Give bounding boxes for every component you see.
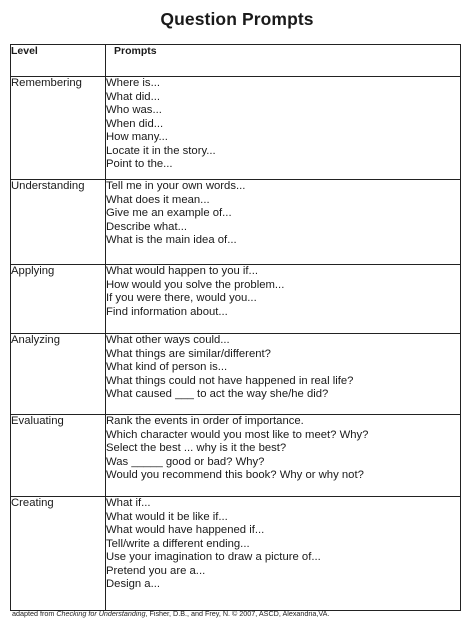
prompt-line: What would happen to you if... [106, 265, 258, 277]
prompt-line: What is the main idea of... [106, 234, 237, 246]
prompt-line: What things could not have happened in real life? [106, 374, 354, 387]
citation-details: , Fisher, D.B., and Frey, N. © 2007, ASCD, Alexandria,VA. [145, 609, 330, 618]
level-cell: Analyzing [11, 334, 106, 415]
prompt-line: What things are similar/different? [106, 347, 271, 360]
table-row [11, 334, 461, 415]
prompt-line: What did... [106, 90, 160, 103]
prompt-line: Where is... [106, 77, 160, 89]
prompt-line: Design a... [106, 578, 161, 590]
table-row [11, 77, 461, 180]
prompt-line: How would you solve the problem... [106, 278, 285, 291]
table-row [11, 180, 461, 265]
level-cell: Remembering [11, 77, 106, 180]
prompt-line: What kind of person is... [106, 361, 228, 373]
prompt-line: Find information about... [106, 305, 228, 318]
level-cell: Understanding [11, 180, 106, 265]
prompt-line: If you were there, would you... [106, 292, 257, 304]
prompt-line: Point to the... [106, 158, 173, 170]
prompts-cell [106, 265, 461, 334]
prompt-line: Would you recommend this book? Why or why not? [106, 469, 364, 481]
table-row [11, 497, 461, 611]
prompt-line: What would it be like if... [106, 510, 228, 523]
table-row [11, 415, 461, 497]
citation-prefix: adapted from [12, 609, 57, 618]
table-header-row [11, 45, 461, 77]
level-cell: Evaluating [11, 415, 106, 497]
prompt-line: What does it mean... [106, 193, 210, 206]
level-cell: Creating [11, 497, 106, 611]
prompt-line: Was _____ good or bad? Why? [106, 455, 265, 468]
source-citation [12, 609, 329, 618]
column-header-level: Level [11, 45, 106, 77]
prompts-cell [106, 77, 461, 180]
prompt-line: Tell/write a different ending... [106, 537, 250, 550]
prompts-cell [106, 415, 461, 497]
prompts-cell [106, 334, 461, 415]
prompt-line: Pretend you are a... [106, 564, 206, 577]
prompt-line: Locate it in the story... [106, 144, 216, 157]
prompt-line: Rank the events in order of importance. [106, 415, 304, 427]
prompt-line: What caused ___ to act the way she/he did? [106, 388, 329, 400]
prompt-line: Who was... [106, 104, 162, 116]
prompts-cell [106, 180, 461, 265]
prompt-line: How many... [106, 131, 168, 143]
prompt-line: Select the best ... why is it the best? [106, 442, 287, 454]
table-row [11, 265, 461, 334]
prompt-line: What other ways could... [106, 334, 230, 346]
question-prompts-table [10, 44, 461, 611]
citation-book-title: Checking for Understanding [56, 609, 146, 618]
prompts-cell [106, 497, 461, 611]
prompt-line: Tell me in your own words... [106, 180, 246, 192]
prompt-line: When did... [106, 117, 164, 130]
column-header-prompts: Prompts [106, 45, 461, 77]
prompt-line: Give me an example of... [106, 207, 232, 219]
prompt-line: Describe what... [106, 220, 187, 233]
prompt-line: What if... [106, 497, 151, 509]
prompt-line: Which character would you most like to meet? Why? [106, 428, 369, 441]
prompt-line: What would have happened if... [106, 524, 265, 536]
level-cell: Applying [11, 265, 106, 334]
page-title: Question Prompts [160, 9, 314, 29]
prompt-line: Use your imagination to draw a picture of... [106, 551, 321, 563]
